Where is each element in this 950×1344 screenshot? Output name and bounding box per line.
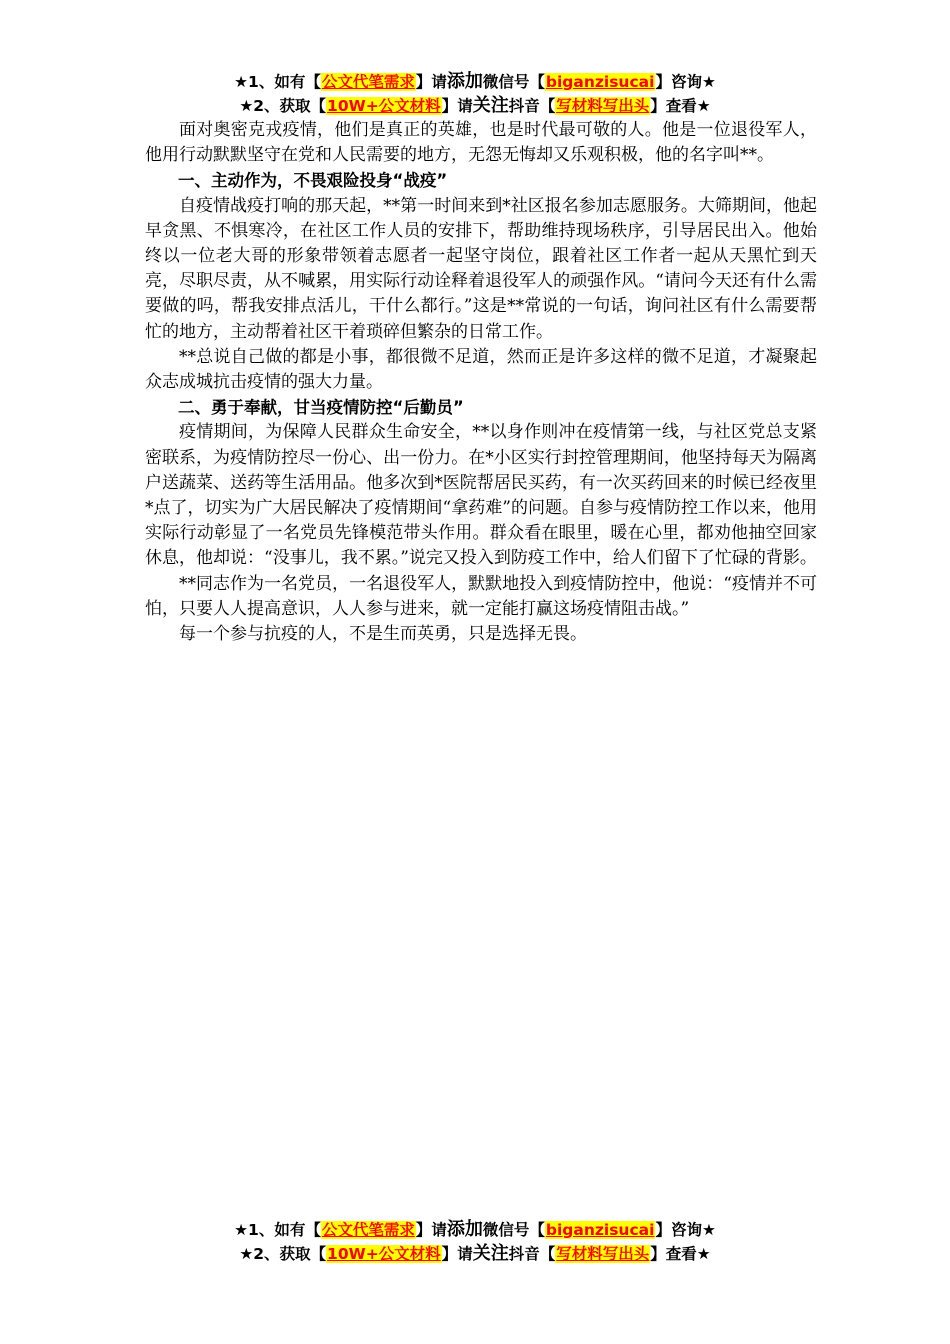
section-2-paragraph-2: **同志作为一名党员，一名退役军人，默默地投入到疫情防控中，他说：“疫情并不可怕，只要人人提高意识，人人参与进来，就一定能打赢这场疫情阻击战。” (145, 573, 817, 619)
highlight-ghostwriting: 公文代笔需求 (321, 1221, 415, 1239)
header-line-1-emphasis: 添加 (446, 71, 483, 92)
closing-paragraph: 每一个参与抗疫的人，不是生而英勇，只是选择无畏。 (179, 624, 587, 645)
header-line-1-text: 】咨询★ (655, 73, 716, 91)
footer-line-2-text: 抖音【 (508, 1245, 556, 1263)
highlight-materials: 10W+公文材料 (327, 97, 441, 115)
header-banner (0, 70, 950, 118)
footer-line-2-text: ★2、获取【 (239, 1245, 327, 1263)
header-line-1 (0, 70, 950, 94)
header-line-2-text: 抖音【 (508, 97, 556, 115)
header-line-1-text: ★1、如有【 (234, 73, 321, 91)
footer-line-1-text: 微信号【 (482, 1221, 545, 1239)
header-line-1-text: 微信号【 (482, 73, 545, 91)
header-line-1-text: 】请 (415, 73, 447, 91)
intro-paragraph: 面对奥密克戎疫情，他们是真正的英雄，也是时代最可敬的人。他是一位退役军人，他用行动默默坚守在党和人民需要的地方，无怨无悔却又乐观积极，他的名字叫**。 (145, 120, 817, 166)
footer-line-1-emphasis: 添加 (446, 1219, 483, 1240)
header-line-2-text: ★2、获取【 (239, 97, 327, 115)
footer-line-2 (0, 1242, 950, 1266)
footer-line-2-emphasis: 关注 (472, 1243, 509, 1264)
section-1-paragraph-1: 自疫情战疫打响的那天起，**第一时间来到*社区报名参加志愿服务。大筛期间，他起早贪黑、不惧寒冷，在社区工作人员的安排下，帮助维持现场秩序，引导居民出入。他始终以一位老大哥的形象带领着志愿者一起坚守岗位，跟着社区工作者一起从天黑忙到天亮，尽职尽责，从不喊累，用实际行动诠释着退役军人的顽强作风。“请问今天还有什么需要做的吗，帮我安排点活儿，干什么都行。”这是**常说的一句话，询问社区有什么需要帮忙的地方，主动帮着社区干着琐碎但繁杂的日常工作。 (145, 195, 817, 342)
highlight-wechat-id: biganzisucai (545, 73, 655, 91)
footer-line-1 (0, 1218, 950, 1242)
highlight-wechat-id: biganzisucai (545, 1221, 655, 1239)
highlight-ghostwriting: 公文代笔需求 (321, 73, 415, 91)
footer-line-1-text: ★1、如有【 (234, 1221, 321, 1239)
section-2-heading: 二、勇于奉献，甘当疫情防控“后勤员” (178, 398, 464, 418)
highlight-douyin-account: 写材料写出头 (556, 97, 650, 115)
header-line-2-text: 】请 (441, 97, 473, 115)
highlight-douyin-account: 写材料写出头 (556, 1245, 650, 1263)
footer-banner (0, 1218, 950, 1266)
article-body (145, 118, 817, 647)
header-line-2-emphasis: 关注 (472, 95, 509, 116)
header-line-2-text: 】查看★ (650, 97, 711, 115)
footer-line-1-text: 】咨询★ (655, 1221, 716, 1239)
section-2-paragraph-1: 疫情期间，为保障人民群众生命安全，**以身作则冲在疫情第一线，与社区党总支紧密联系，为疫情防控尽一份心、出一份力。在*小区实行封控管理期间，他坚持每天为隔离户送蔬菜、送药等生活用品。他多次到*医院帮居民买药，有一次买药回来的时候已经夜里*点了，切实为广大居民解决了疫情期间“拿药难”的问题。自参与疫情防控工作以来，他用实际行动彰显了一名党员先锋模范带头作用。群众看在眼里，暖在心里，都劝他抽空回家休息，他却说：“没事儿，我不累。”说完又投入到防疫工作中，给人们留下了忙碌的背影。 (145, 422, 817, 569)
footer-line-1-text: 】请 (415, 1221, 447, 1239)
highlight-materials: 10W+公文材料 (327, 1245, 441, 1263)
section-1-heading: 一、主动作为，不畏艰险投身“战疫” (178, 171, 448, 191)
section-1-paragraph-2: **总说自己做的都是小事，都很微不足道，然而正是许多这样的微不足道，才凝聚起众志成城抗击疫情的强大力量。 (145, 346, 817, 393)
footer-line-2-text: 】请 (441, 1245, 473, 1263)
header-line-2 (0, 94, 950, 118)
footer-line-2-text: 】查看★ (650, 1245, 711, 1263)
